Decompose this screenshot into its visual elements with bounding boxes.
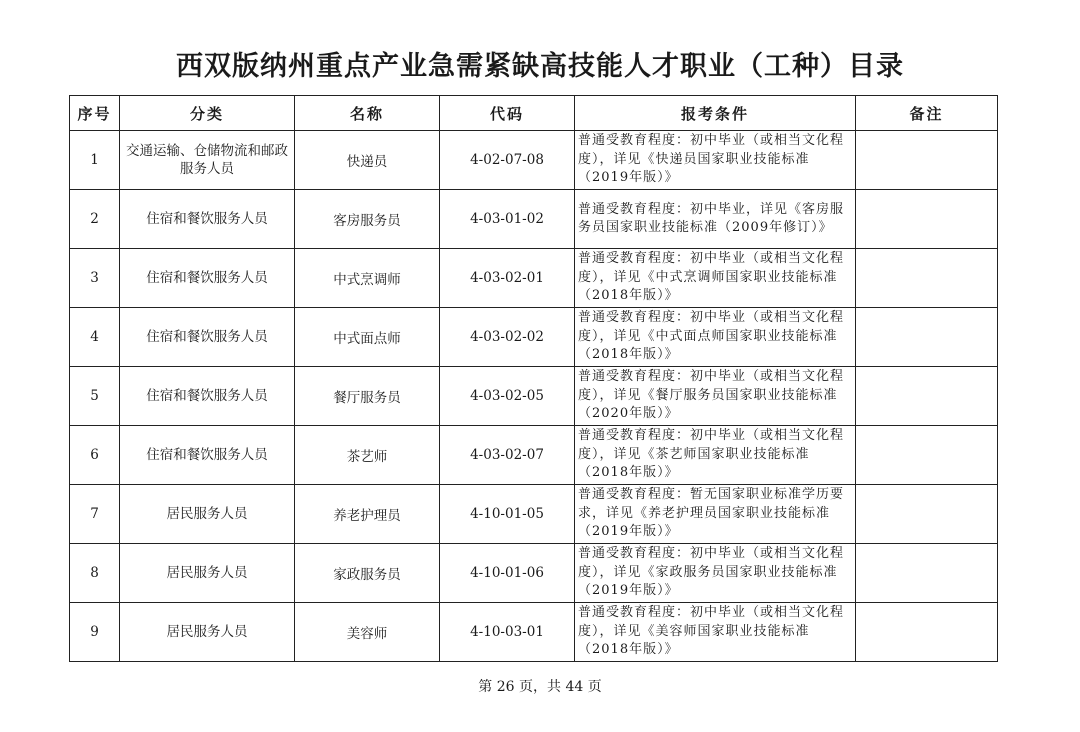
- table-row: [70, 249, 998, 308]
- cell-remarks: [856, 544, 998, 603]
- cell-no: 8: [70, 544, 120, 603]
- cell-name: 茶艺师: [295, 426, 440, 485]
- header-no: 序号: [70, 96, 120, 131]
- cell-remarks: [856, 485, 998, 544]
- cell-category: 居民服务人员: [120, 603, 295, 662]
- cell-remarks: [856, 367, 998, 426]
- cell-category: 居民服务人员: [120, 544, 295, 603]
- cell-category: 住宿和餐饮服务人员: [120, 426, 295, 485]
- cell-requirements: 普通受教育程度：初中毕业（或相当文化程度），详见《快递员国家职业技能标准（2019年版）》: [575, 131, 856, 190]
- table-row: [70, 485, 998, 544]
- header-code: 代码: [440, 96, 575, 131]
- table-row: [70, 308, 998, 367]
- cell-code: 4-03-02-07: [440, 426, 575, 485]
- cell-no: 4: [70, 308, 120, 367]
- cell-no: 9: [70, 603, 120, 662]
- cell-no: 3: [70, 249, 120, 308]
- header-category: 分类: [120, 96, 295, 131]
- cell-requirements: 普通受教育程度：初中毕业（或相当文化程度），详见《家政服务员国家职业技能标准（2019年版）》: [575, 544, 856, 603]
- cell-code: 4-03-01-02: [440, 190, 575, 249]
- cell-requirements: 普通受教育程度：初中毕业（或相当文化程度），详见《餐厅服务员国家职业技能标准（2020年版）》: [575, 367, 856, 426]
- cell-code: 4-03-02-02: [440, 308, 575, 367]
- cell-code: 4-10-03-01: [440, 603, 575, 662]
- cell-requirements: 普通受教育程度：初中毕业（或相当文化程度），详见《中式面点师国家职业技能标准（2018年版）》: [575, 308, 856, 367]
- cell-remarks: [856, 603, 998, 662]
- table-row: [70, 544, 998, 603]
- document-title: 西双版纳州重点产业急需紧缺高技能人才职业（工种）目录: [176, 51, 904, 82]
- cell-name: 美容师: [295, 603, 440, 662]
- cell-no: 7: [70, 485, 120, 544]
- table-row: [70, 603, 998, 662]
- cell-category: 住宿和餐饮服务人员: [120, 308, 295, 367]
- header-requirements: 报考条件: [575, 96, 856, 131]
- cell-code: 4-02-07-08: [440, 131, 575, 190]
- cell-requirements: 普通受教育程度：初中毕业（或相当文化程度），详见《中式烹调师国家职业技能标准（2018年版）》: [575, 249, 856, 308]
- cell-code: 4-03-02-01: [440, 249, 575, 308]
- cell-name: 餐厅服务员: [295, 367, 440, 426]
- table-row: [70, 367, 998, 426]
- header-name: 名称: [295, 96, 440, 131]
- cell-no: 2: [70, 190, 120, 249]
- cell-category: 住宿和餐饮服务人员: [120, 249, 295, 308]
- page-footer: 第 26 页，共 44 页: [478, 679, 602, 695]
- table-row: [70, 131, 998, 190]
- cell-name: 中式面点师: [295, 308, 440, 367]
- cell-category: 居民服务人员: [120, 485, 295, 544]
- header-remarks: 备注: [856, 96, 998, 131]
- cell-requirements: 普通受教育程度：初中毕业（或相当文化程度），详见《茶艺师国家职业技能标准（2018年版）》: [575, 426, 856, 485]
- cell-requirements: 普通受教育程度：初中毕业，详见《客房服务员国家职业技能标准（2009年修订）》: [575, 190, 856, 249]
- cell-category: 住宿和餐饮服务人员: [120, 367, 295, 426]
- cell-remarks: [856, 308, 998, 367]
- cell-category: 住宿和餐饮服务人员: [120, 190, 295, 249]
- cell-remarks: [856, 190, 998, 249]
- cell-name: 家政服务员: [295, 544, 440, 603]
- cell-category: 交通运输、仓储物流和邮政服务人员: [120, 131, 295, 190]
- cell-name: 客房服务员: [295, 190, 440, 249]
- cell-remarks: [856, 131, 998, 190]
- cell-code: 4-10-01-06: [440, 544, 575, 603]
- cell-no: 1: [70, 131, 120, 190]
- cell-no: 6: [70, 426, 120, 485]
- cell-requirements: 普通受教育程度：暂无国家职业标准学历要求，详见《养老护理员国家职业技能标准（2019年版）》: [575, 485, 856, 544]
- cell-no: 5: [70, 367, 120, 426]
- cell-code: 4-03-02-05: [440, 367, 575, 426]
- cell-name: 快递员: [295, 131, 440, 190]
- cell-name: 中式烹调师: [295, 249, 440, 308]
- cell-code: 4-10-01-05: [440, 485, 575, 544]
- cell-requirements: 普通受教育程度：初中毕业（或相当文化程度），详见《美容师国家职业技能标准（2018年版）》: [575, 603, 856, 662]
- cell-remarks: [856, 426, 998, 485]
- cell-remarks: [856, 249, 998, 308]
- cell-name: 养老护理员: [295, 485, 440, 544]
- table-header-row: [70, 96, 998, 131]
- table-row: [70, 190, 998, 249]
- occupation-table: [69, 95, 998, 662]
- table-row: [70, 426, 998, 485]
